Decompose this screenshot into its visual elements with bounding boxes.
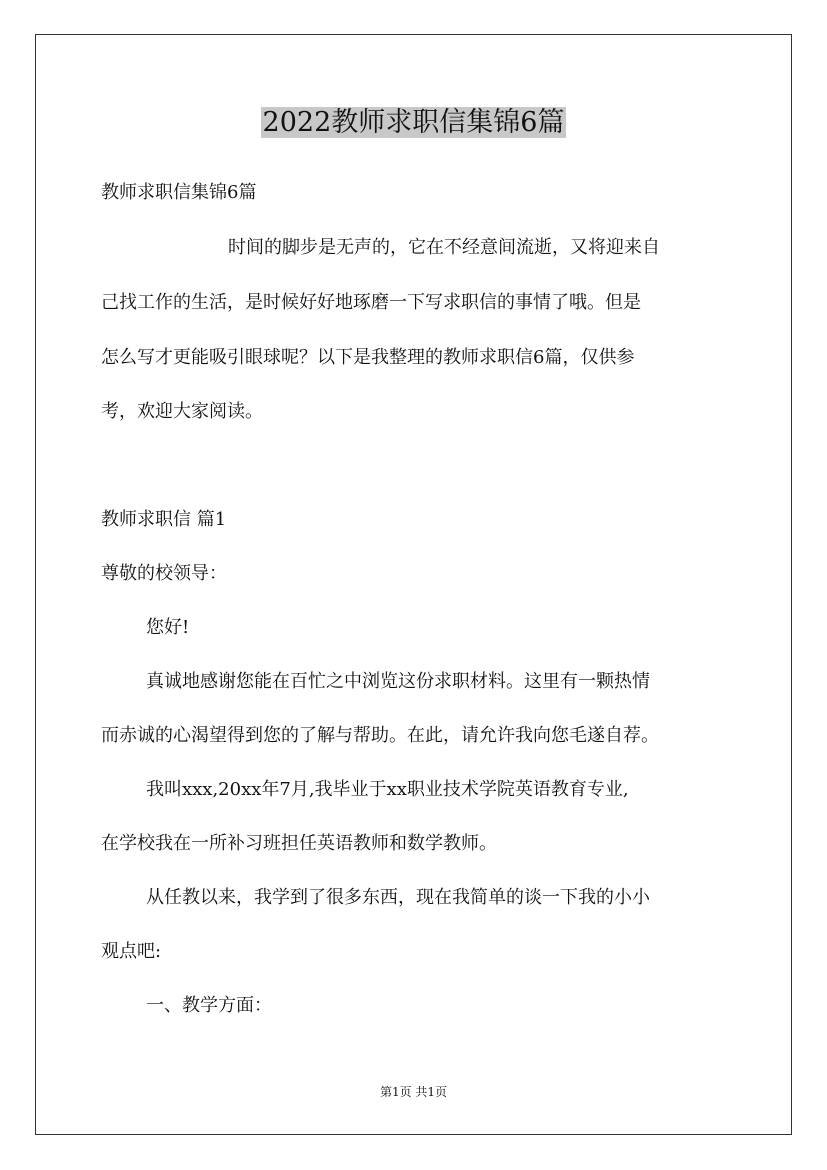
intro-line: 怎么写才更能吸引眼球呢？以下是我整理的教师求职信6篇，仅供参	[101, 347, 635, 368]
body-line: 观点吧:	[101, 941, 162, 962]
body-line: 我叫xxx,20xx年7月,我毕业于xx职业技术学院英语教育专业,	[146, 779, 629, 800]
intro-line: 考，欢迎大家阅读。	[101, 401, 263, 422]
document-title	[0, 104, 827, 142]
body-line: 从任教以来，我学到了很多东西，现在我简单的谈一下我的小小	[146, 887, 650, 908]
body-line: 一、教学方面：	[146, 995, 272, 1016]
document-subtitle: 教师求职信集锦6篇	[101, 182, 257, 203]
body-line: 而赤诚的心渴望得到您的了解与帮助。在此，请允许我向您毛遂自荐。	[101, 725, 659, 746]
section-heading: 教师求职信 篇1	[101, 509, 227, 530]
intro-line: 己找工作的生活，是时候好好地琢磨一下写求职信的事情了哦。但是	[101, 292, 641, 313]
intro-line: 时间的脚步是无声的，它在不经意间流逝，又将迎来自	[228, 237, 660, 258]
salutation: 尊敬的校领导：	[101, 563, 227, 584]
greeting: 您好!	[146, 617, 190, 638]
body-line: 在学校我在一所补习班担任英语教师和数学教师。	[101, 833, 497, 854]
page-footer: 第1页 共1页	[379, 1085, 448, 1099]
body-line: 真诚地感谢您能在百忙之中浏览这份求职材料。这里有一颗热情	[146, 671, 650, 692]
document-title-text: 2022教师求职信集锦6篇	[262, 107, 565, 138]
